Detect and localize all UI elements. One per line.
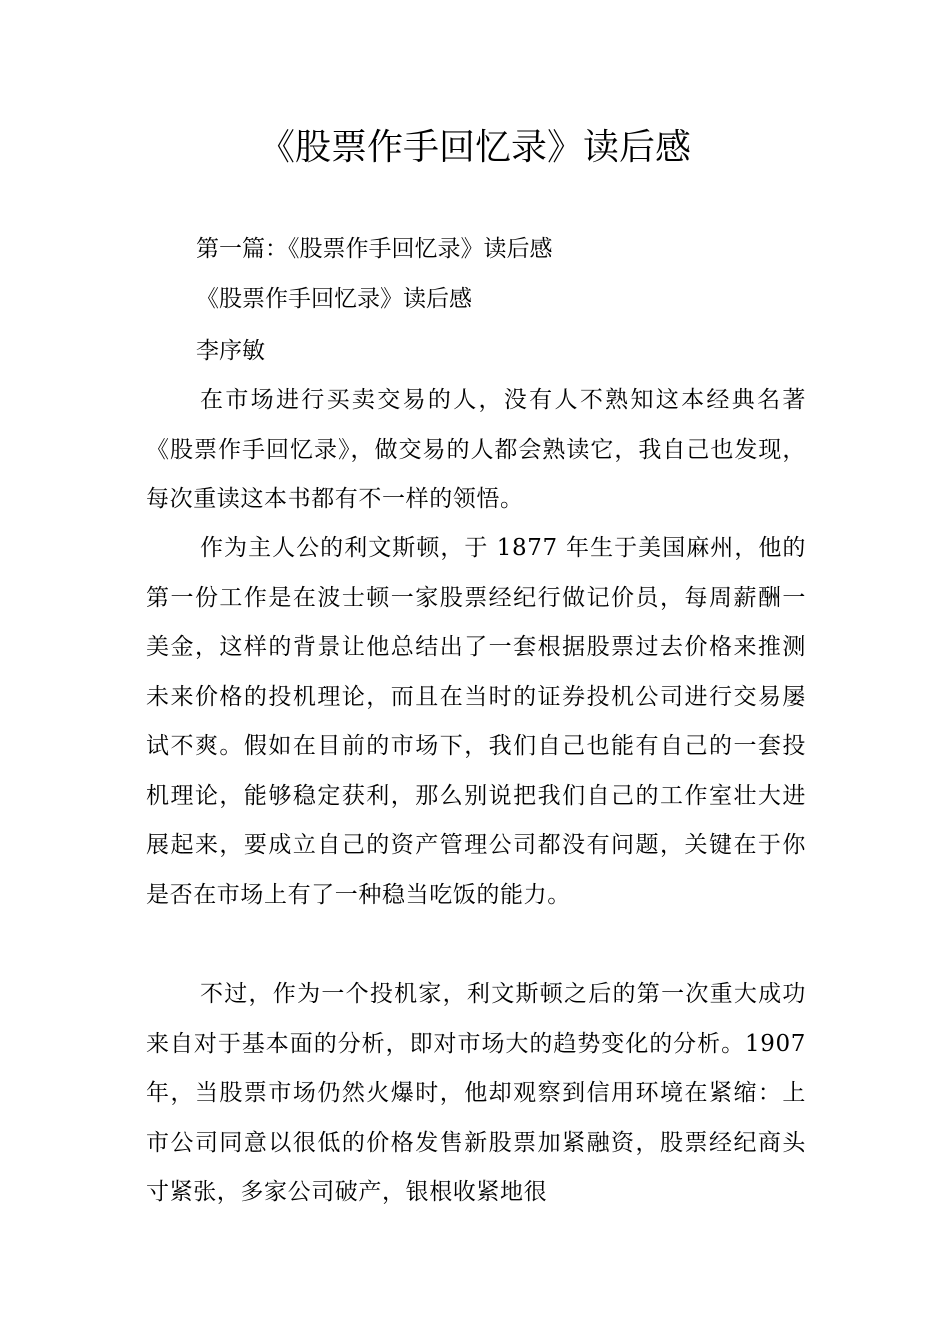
- document-title: 《股票作手回忆录》读后感: [258, 127, 691, 168]
- paragraph: 在市场进行买卖交易的人，没有人不熟知这本经典名著《股票作手回忆录》，做交易的人都会熟读它，我自己也发现，每次重读这本书都有不一样的领悟。: [146, 387, 806, 512]
- paragraph: 作为主人公的利文斯顿，于 1877 年生于美国麻州，他的第一份工作是在波士顿一家股票经纪行做记价员，每周薪酬一美金，这样的背景让他总结出了一套根据股票过去价格来推测未来价格的投机理论，而且在当时的证券投机公司进行交易屡试不爽。假如在目前的市场下，我们自己也能有自己的一套投机理论，能够稳定获利，那么别说把我们自己的工作室壮大进展起来，要成立自己的资产管理公司都没有问题，关键在于你是否在市场上有了一种稳当吃饭的能力。: [146, 535, 806, 908]
- subtitle: 《股票作手回忆录》读后感: [196, 286, 472, 312]
- paragraph: 不过，作为一个投机家，利文斯顿之后的第一次重大成功来自对于基本面的分析，即对市场大的趋势变化的分析。1907 年，当股票市场仍然火爆时，他却观察到信用环境在紧缩：上市公司同意以很低的价格发售新股票加紧融资，股票经纪商头寸紧张，多家公司破产，银根收紧地很: [146, 981, 806, 1205]
- author: 李序敏: [196, 338, 265, 364]
- section-heading: 第一篇：《股票作手回忆录》读后感: [196, 236, 553, 262]
